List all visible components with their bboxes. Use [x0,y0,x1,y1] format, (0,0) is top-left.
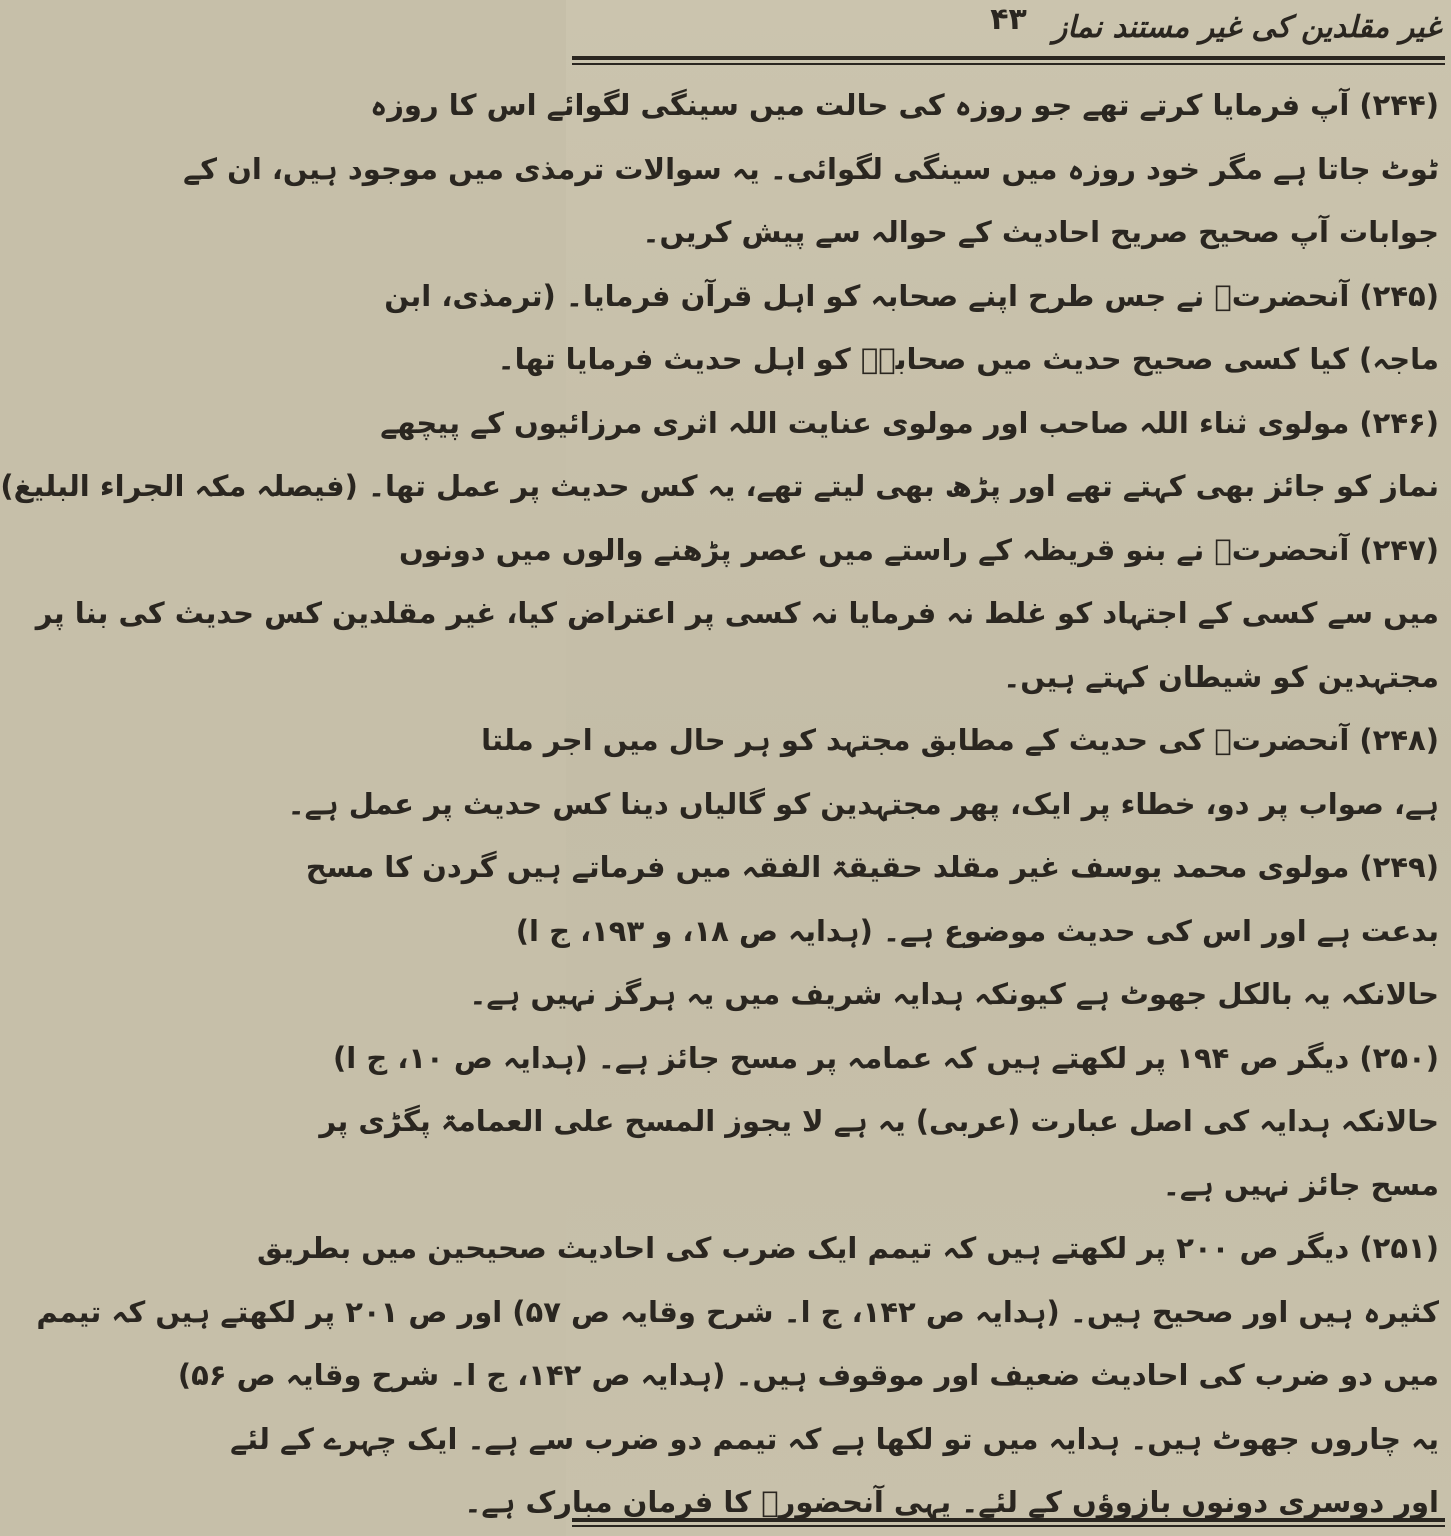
page-number: ۴۳ [990,2,1027,37]
text-line: یہ چاروں جھوٹ ہیں۔ ہدایہ میں تو لکھا ہے کہ تیمم دو ضرب سے ہے۔ ایک چہرے کے لئے [230,1421,1439,1456]
text-line: حالانکہ ہدایہ کی اصل عبارت (عربی) یہ ہے لا یجوز المسح علی العمامۃ پگڑی پر [319,1104,1439,1138]
running-title: غیر مقلدین کی غیر مستند نماز [1052,10,1441,45]
body-text [0,74,1439,1535]
text-line: (۲۵۰) دیگر ص ۱۹۴ پر لکھتے ہیں کہ عمامہ پر مسح جائز ہے۔ (ہدایہ ص ۱۰، ج ا) [333,1040,1439,1075]
text-line: کثیرہ ہیں اور صحیح ہیں۔ (ہدایہ ص ۱۴۲، ج ا۔ شرح وقایہ ص ۵۷) اور ص ۲۰۱ پر لکھتے ہیں کہ تیمم [36,1294,1439,1329]
text-line: جوابات آپ صحیح صریح احادیث کے حوالہ سے پیش کریں۔ [642,215,1439,249]
text-line: بدعت ہے اور اس کی حدیث موضوع ہے۔ (ہدایہ ص ۱۸، و ۱۹۳، ج ا) [515,913,1439,948]
text-line: ٹوٹ جاتا ہے مگر خود روزہ میں سینگی لگوائی۔ یہ سوالات ترمذی میں موجود ہیں، ان کے [183,151,1439,186]
text-line: اور دوسری دونوں بازوؤں کے لئے۔ یہی آنحضورؐ کا فرمان مبارک ہے۔ [464,1485,1439,1519]
text-line: ہے، صواب پر دو، خطاء پر ایک، پھر مجتہدین کو گالیاں دینا کس حدیث پر عمل ہے۔ [287,786,1439,821]
text-line: نماز کو جائز بھی کہتے تھے اور پڑھ بھی لیتے تھے، یہ کس حدیث پر عمل تھا۔ (فیصلہ مکہ الجراء البلیغ) [0,469,1439,503]
text-line: مجتہدین کو شیطان کہتے ہیں۔ [1003,659,1439,694]
text-line: (۲۴۷) آنحضرتؐ نے بنو قریظہ کے راستے میں عصر پڑھنے والوں میں دونوں [398,532,1439,567]
text-line: (۲۴۴) آپ فرمایا کرتے تھے جو روزہ کی حالت میں سینگی لگوائے اس کا روزہ [370,88,1439,122]
text-line: (۲۴۹) مولوی محمد یوسف غیر مقلد حقیقۃ الفقہ میں فرماتے ہیں گردن کا مسح [305,850,1439,884]
text-line: حالانکہ یہ بالکل جھوٹ ہے کیونکہ ہدایہ شریف میں یہ ہرگز نہیں ہے۔ [469,977,1439,1011]
header-divider [572,56,1445,65]
text-line: ماجہ) کیا کسی صحیح حدیث میں صحابہؓ کو اہل حدیث فرمایا تھا۔ [497,342,1439,376]
text-line: (۲۵۱) دیگر ص ۲۰۰ پر لکھتے ہیں کہ تیمم ایک ضرب کی احادیث صحیحین میں بطریق [256,1231,1439,1265]
text-line: میں سے کسی کے اجتہاد کو غلط نہ فرمایا نہ کسی پر اعتراض کیا، غیر مقلدین کس حدیث کی بنا پر [35,596,1439,630]
text-line: (۲۴۸) آنحضرتؐ کی حدیث کے مطابق مجتہد کو ہر حال میں اجر ملتا [481,723,1439,757]
text-line: (۲۴۵) آنحضرتؐ نے جس طرح اپنے صحابہ کو اہل قرآن فرمایا۔ (ترمذی، ابن [384,278,1439,313]
text-line: میں دو ضرب کی احادیث ضعیف اور موقوف ہیں۔ (ہدایہ ص ۱۴۲، ج ا۔ شرح وقایہ ص ۵۶) [177,1358,1439,1392]
footer-divider [572,1518,1445,1527]
text-line: (۲۴۶) مولوی ثناء اللہ صاحب اور مولوی عنایت اللہ اثری مرزائیوں کے پیچھے [380,405,1439,440]
text-line: مسح جائز نہیں ہے۔ [1162,1167,1439,1202]
